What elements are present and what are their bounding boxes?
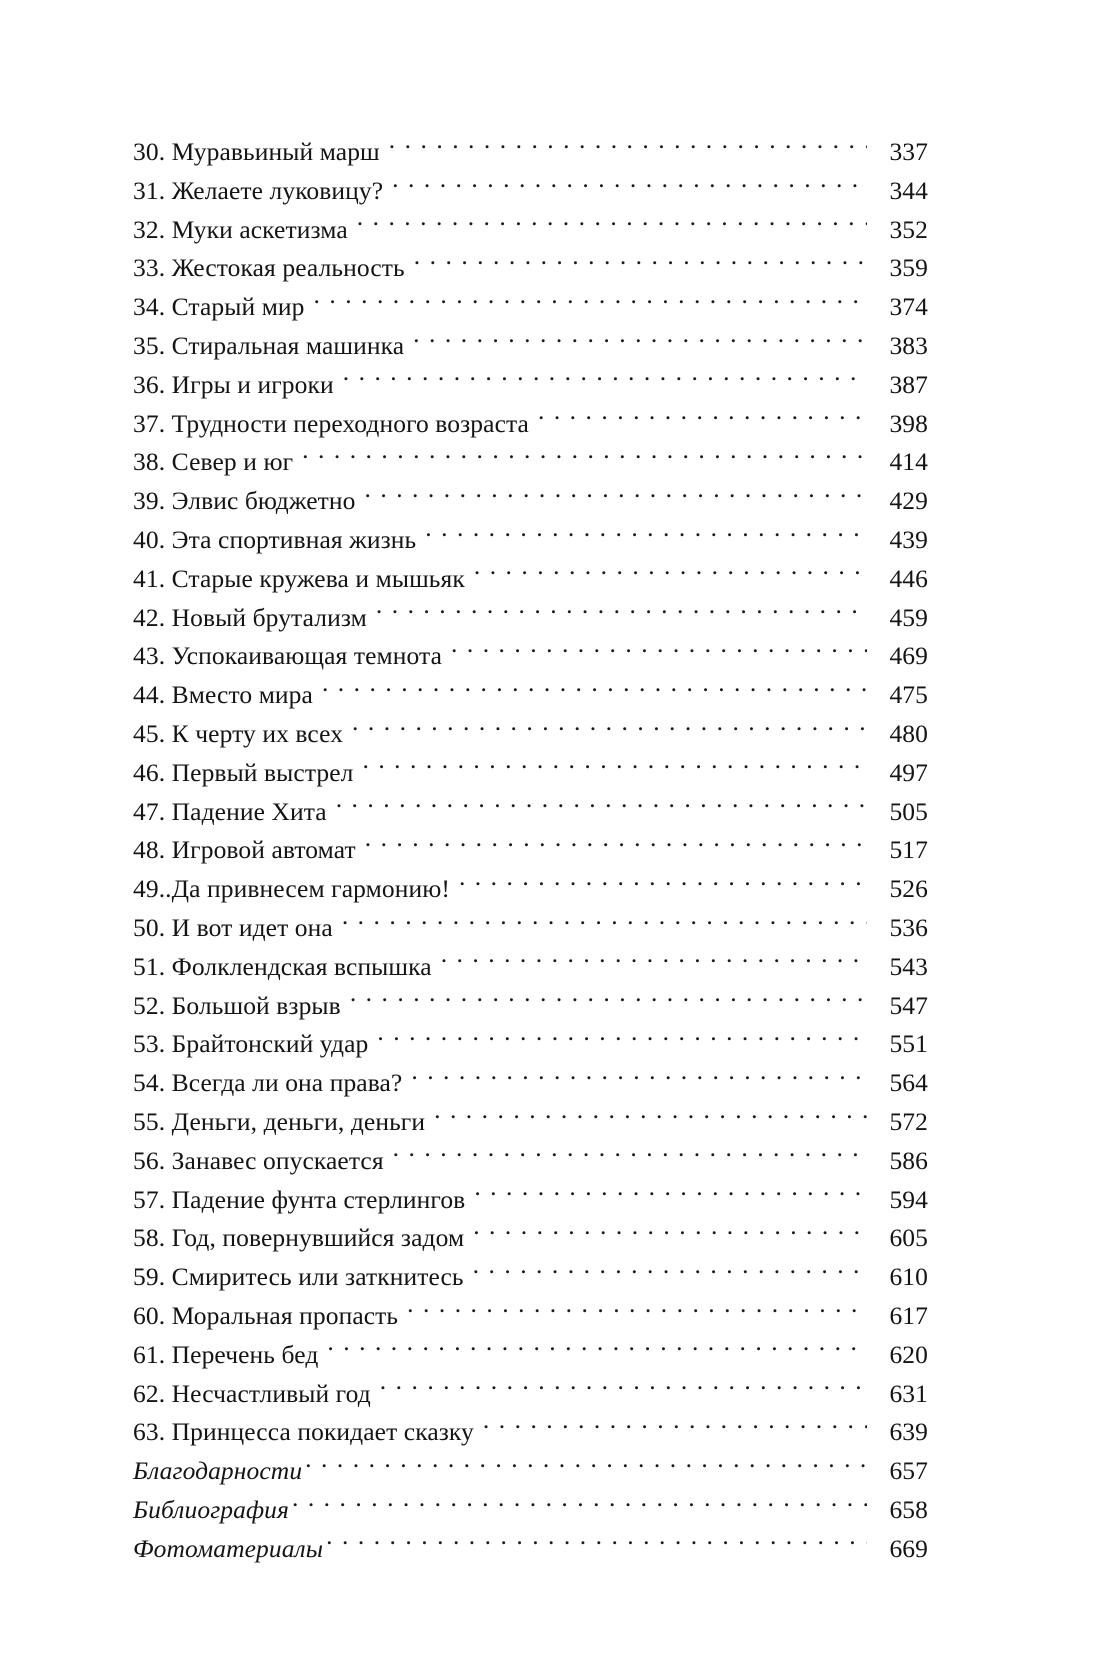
toc-entry-page-number: 572 <box>889 1106 928 1136</box>
toc-entry <box>133 676 928 715</box>
toc-entry <box>133 1219 928 1258</box>
toc-entry-page-number: 605 <box>889 1223 928 1253</box>
toc-entry-page-number: 387 <box>889 369 928 399</box>
toc-entry <box>133 1297 928 1336</box>
dot-leader <box>538 406 867 432</box>
dot-leader <box>305 1454 867 1480</box>
toc-entry-title: 45. К черту их всех <box>133 718 344 748</box>
toc-entry <box>133 1413 928 1452</box>
toc-entry <box>133 405 928 444</box>
toc-entry <box>133 1530 928 1569</box>
toc-entry-title: 33. Жестокая реальность <box>133 253 405 283</box>
toc-entry <box>133 366 928 405</box>
toc-entry-title: 30. Муравьиный марш <box>133 137 380 166</box>
dot-leader <box>474 561 867 587</box>
toc-entry-title: 58. Год, повернувшийся задом <box>133 1223 465 1253</box>
dot-leader <box>314 290 867 316</box>
toc-entry <box>133 1103 928 1142</box>
dot-leader <box>451 639 867 665</box>
dot-leader <box>407 1298 867 1324</box>
toc-entry-page-number: 620 <box>889 1339 928 1369</box>
toc-entry-title: 44. Вместо мира <box>133 680 313 710</box>
toc-entry-title: 34. Старый мир <box>133 292 305 322</box>
toc-entry-page-number: 459 <box>889 602 928 632</box>
toc-entry <box>133 172 928 211</box>
toc-entry-title: 54. Всегда ли она права? <box>133 1068 403 1098</box>
toc-entry-page-number: 505 <box>889 796 928 826</box>
toc-entry-title: 40. Эта спортивная жизнь <box>133 524 417 554</box>
toc-entry-page-number: 497 <box>889 757 928 787</box>
dot-leader <box>393 1143 867 1169</box>
dot-leader <box>322 678 867 704</box>
toc-entry <box>133 1142 928 1181</box>
dot-leader <box>292 1492 867 1518</box>
toc-entry <box>133 560 928 599</box>
toc-entry <box>133 987 928 1026</box>
dot-leader <box>376 600 867 626</box>
toc-entry-page-number: 526 <box>889 874 928 904</box>
dot-leader <box>377 1027 867 1053</box>
toc-entry-title: 38. Север и юг <box>133 447 294 477</box>
toc-entry-title: 60. Моральная пропасть <box>133 1300 399 1330</box>
dot-leader <box>459 872 867 898</box>
toc-entry-page-number: 359 <box>889 253 928 283</box>
toc-entry-title: 31. Желаете луковицу? <box>133 175 384 205</box>
dot-leader <box>392 173 867 199</box>
toc-entry <box>133 754 928 793</box>
dot-leader <box>473 1260 867 1286</box>
toc-entry-title: 56. Занавес опускается <box>133 1145 384 1175</box>
toc-entry-page-number: 429 <box>889 486 928 516</box>
toc-entry-page-number: 469 <box>889 641 928 671</box>
toc-entry-page-number: 669 <box>889 1533 928 1563</box>
toc-entry-page-number: 610 <box>889 1262 928 1292</box>
toc-entry-title: 35. Стиральная машинка <box>133 330 405 360</box>
dot-leader <box>326 1531 867 1557</box>
toc-entry-page-number: 536 <box>889 912 928 942</box>
toc-entry-title: 42. Новый брутализм <box>133 602 367 632</box>
toc-entry-page-number: 439 <box>889 524 928 554</box>
toc-entry-page-number: 337 <box>889 137 928 166</box>
dot-leader <box>352 716 867 742</box>
toc-entry <box>133 599 928 638</box>
toc-entry-page-number: 383 <box>889 330 928 360</box>
toc-entry-title: 52. Большой взрыв <box>133 990 341 1020</box>
toc-entry <box>133 715 928 754</box>
toc-entry-page-number: 374 <box>889 292 928 322</box>
toc-entry-title: 55. Деньги, деньги, деньги <box>133 1106 426 1136</box>
dot-leader <box>343 367 867 393</box>
toc-entry <box>133 1181 928 1220</box>
dot-leader <box>483 1415 867 1441</box>
toc-entry <box>133 1452 928 1491</box>
toc-entry <box>133 793 928 832</box>
toc-entry <box>133 211 928 250</box>
toc-entry-page-number: 414 <box>889 447 928 477</box>
toc-entry-title: 50. И вот идет она <box>133 912 333 942</box>
toc-entry <box>133 482 928 521</box>
toc-entry-page-number: 631 <box>889 1378 928 1408</box>
toc-entry-page-number: 658 <box>889 1494 928 1524</box>
dot-leader <box>414 251 867 277</box>
toc-entry <box>133 948 928 987</box>
toc-entry-title: 51. Фолклендская вспышка <box>133 951 432 981</box>
toc-entry-page-number: 639 <box>889 1417 928 1447</box>
dot-leader <box>380 1376 867 1402</box>
toc-entry-page-number: 352 <box>889 214 928 244</box>
dot-leader <box>425 522 867 548</box>
toc-entry-title: 41. Старые кружева и мышьяк <box>133 563 465 593</box>
dot-leader <box>336 794 867 820</box>
toc-entry-page-number: 547 <box>889 990 928 1020</box>
toc-entry-page-number: 517 <box>889 835 928 865</box>
toc-entry <box>133 249 928 288</box>
toc-entry-page-number: 480 <box>889 718 928 748</box>
dot-leader <box>474 1182 867 1208</box>
toc-entry <box>133 327 928 366</box>
toc-entry-page-number: 344 <box>889 175 928 205</box>
toc-entry <box>133 1064 928 1103</box>
toc-entry <box>133 1491 928 1530</box>
dot-leader <box>302 445 867 471</box>
toc-entry <box>133 831 928 870</box>
dot-leader <box>362 755 867 781</box>
toc-entry-title: 46. Первый выстрел <box>133 757 354 787</box>
dot-leader <box>441 949 867 975</box>
toc-entry <box>133 870 928 909</box>
toc-entry <box>133 1258 928 1297</box>
toc-entry <box>133 637 928 676</box>
table-of-contents-list <box>133 133 928 1568</box>
toc-entry <box>133 288 928 327</box>
dot-leader <box>389 135 867 161</box>
toc-entry-title: 63. Принцесса покидает сказку <box>133 1417 474 1447</box>
toc-entry <box>133 909 928 948</box>
toc-entry-title: 36. Игры и игроки <box>133 369 334 399</box>
toc-entry-page-number: 564 <box>889 1068 928 1098</box>
toc-entry-page-number: 475 <box>889 680 928 710</box>
toc-entry-title: 53. Брайтонский удар <box>133 1029 369 1059</box>
toc-entry-title: 37. Трудности переходного возраста <box>133 408 529 438</box>
dot-leader <box>365 484 868 510</box>
toc-entry-title: Благодарности <box>133 1456 303 1486</box>
toc-entry <box>133 1025 928 1064</box>
toc-entry <box>133 521 928 560</box>
dot-leader <box>411 1066 867 1092</box>
toc-entry-title: 39. Элвис бюджетно <box>133 486 356 516</box>
toc-entry-title: 48. Игровой автомат <box>133 835 356 865</box>
toc-entry-page-number: 586 <box>889 1145 928 1175</box>
dot-leader <box>413 328 867 354</box>
toc-entry-title: 61. Перечень бед <box>133 1339 319 1369</box>
toc-entry-title: 59. Смиритесь или заткнитесь <box>133 1262 464 1292</box>
toc-entry-title: 57. Падение фунта стерлингов <box>133 1184 466 1214</box>
toc-entry-page-number: 594 <box>889 1184 928 1214</box>
toc-entry-page-number: 551 <box>889 1029 928 1059</box>
dot-leader <box>473 1221 867 1247</box>
toc-entry-page-number: 398 <box>889 408 928 438</box>
toc-entry <box>133 1375 928 1414</box>
toc-entry-title: 49..Да привнесем гармонию! <box>133 874 450 904</box>
dot-leader <box>342 910 867 936</box>
toc-entry-title: 47. Падение Хита <box>133 796 327 826</box>
dot-leader <box>327 1337 867 1363</box>
toc-entry-title: 32. Муки аскетизма <box>133 214 348 244</box>
toc-entry <box>133 133 928 172</box>
toc-entry-title: Фотоматериалы <box>133 1533 324 1563</box>
toc-entry-page-number: 446 <box>889 563 928 593</box>
toc-entry-page-number: 657 <box>889 1456 928 1486</box>
toc-entry-page-number: 617 <box>889 1300 928 1330</box>
toc-entry <box>133 443 928 482</box>
dot-leader <box>357 212 867 238</box>
toc-entry-page-number: 543 <box>889 951 928 981</box>
toc-entry-title: Библиография <box>133 1494 289 1524</box>
toc-entry-title: 43. Успокаивающая темнота <box>133 641 442 671</box>
dot-leader <box>365 833 867 859</box>
toc-entry-title: 62. Несчастливый год <box>133 1378 371 1408</box>
toc-entry <box>133 1336 928 1375</box>
dot-leader <box>434 1104 867 1130</box>
dot-leader <box>350 988 867 1014</box>
